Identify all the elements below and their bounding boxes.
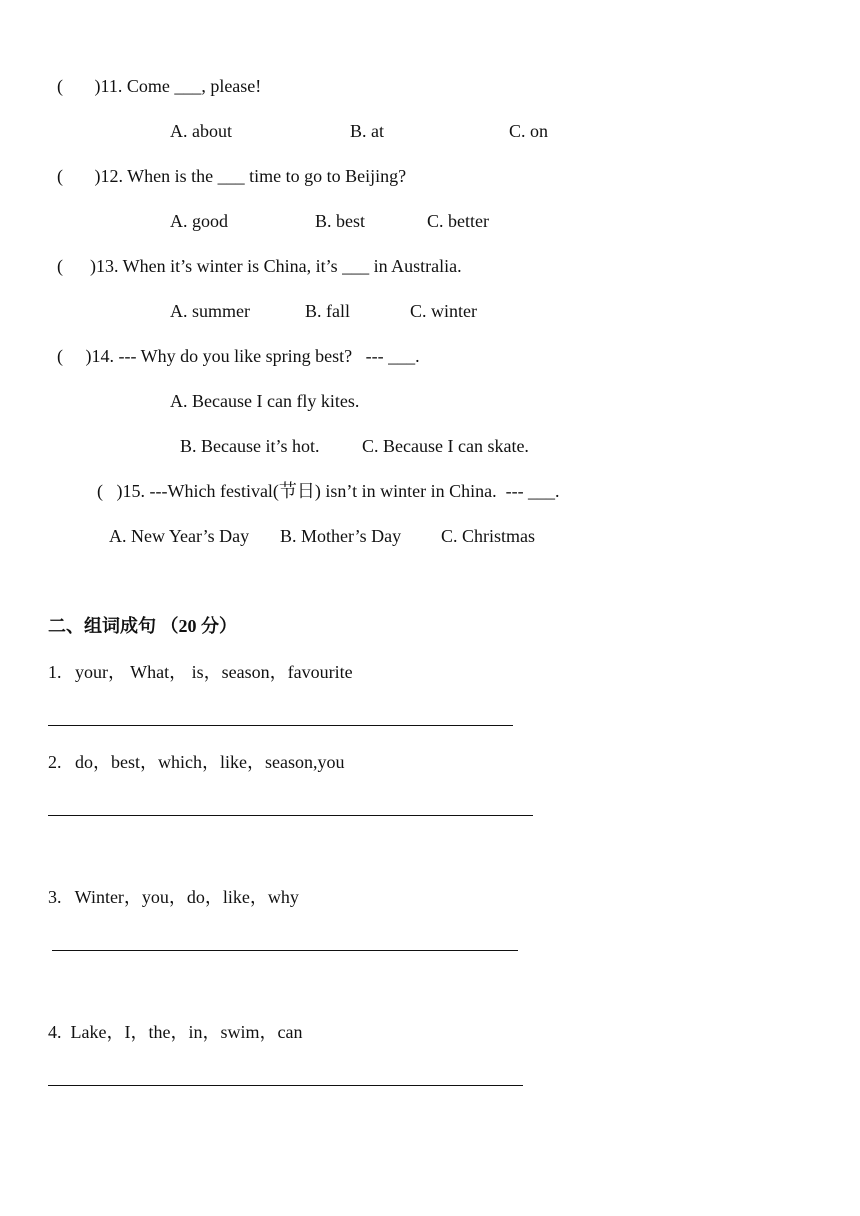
answer-line-4[interactable] [48, 1085, 523, 1086]
question-15-option-c: C. Christmas [441, 526, 536, 546]
question-15-option-a: A. New Year’s Day [109, 526, 250, 546]
question-14-option-b: B. Because it’s hot. [180, 436, 320, 456]
question-13-option-c: C. winter [410, 301, 477, 321]
section-2-heading: 二、组词成句 （20 分） [48, 616, 237, 636]
question-11-option-c: C. on [509, 121, 549, 141]
question-11-stem: ( )11. Come ___, please! [57, 76, 262, 96]
answer-line-3[interactable] [52, 950, 518, 951]
question-12-stem: ( )12. When is the ___ time to go to Beijing? [57, 166, 407, 186]
sentence-item-1: 1. your， What， is，season，favourite [48, 662, 353, 682]
sentence-item-2: 2. do，best，which，like，season,you [48, 752, 345, 772]
question-12-option-b: B. best [315, 211, 366, 231]
question-13-option-a: A. summer [170, 301, 250, 321]
question-11-option-a: A. about [170, 121, 232, 141]
question-12-option-c: C. better [427, 211, 489, 231]
sentence-item-3: 3. Winter，you，do，like，why [48, 887, 299, 907]
question-14-option-c: C. Because I can skate. [362, 436, 529, 456]
answer-line-2[interactable] [48, 815, 533, 816]
sentence-item-4: 4. Lake，I，the，in，swim，can [48, 1022, 303, 1042]
question-15-stem: ( )15. ---Which festival(节日) isn’t in winter in China. --- ___. [97, 481, 560, 501]
question-12-option-a: A. good [170, 211, 228, 231]
question-15-option-b: B. Mother’s Day [280, 526, 402, 546]
answer-line-1[interactable] [48, 725, 513, 726]
question-14-option-a: A. Because I can fly kites. [170, 391, 360, 411]
question-11-option-b: B. at [350, 121, 384, 141]
question-13-option-b: B. fall [305, 301, 350, 321]
question-14-stem: ( )14. --- Why do you like spring best? --- ___. [57, 346, 420, 366]
question-13-stem: ( )13. When it’s winter is China, it’s ___ in Australia. [57, 256, 462, 276]
